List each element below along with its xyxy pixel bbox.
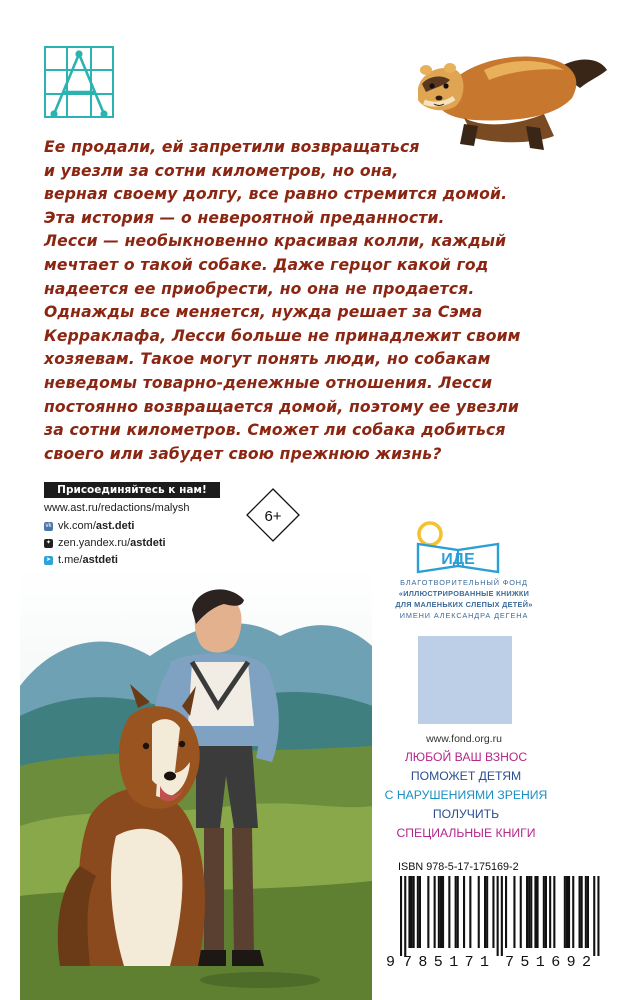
barcode-bar <box>537 876 539 948</box>
join-us-banner: Присоединяйтесь к нам! <box>44 482 220 498</box>
barcode-bar <box>579 876 581 948</box>
barcode-bar <box>528 876 530 948</box>
barcode-bar <box>417 876 419 948</box>
barcode-bar <box>545 876 547 948</box>
description-line: за сотни километров. Сможет ли собака добиться <box>44 421 506 440</box>
barcode-bar <box>478 876 480 948</box>
description-line: мечтает о такой собаке. Даже герцог какой год <box>44 255 489 274</box>
isbn-barcode <box>384 876 614 970</box>
publisher-website-link[interactable]: www.ast.ru/redactions/malysh <box>44 502 190 514</box>
telegram-link-text: t.me/astdeti <box>58 554 118 566</box>
isbn-label: ISBN 978-5-17-175169-2 <box>398 861 519 873</box>
barcode-bar <box>526 876 528 948</box>
fund-placeholder-box <box>418 636 512 724</box>
publisher-a-logo-icon <box>44 46 114 118</box>
fund-logo-icon <box>410 520 506 576</box>
fund-name-line2: «ИЛЛЮСТРИРОВАННЫЕ КНИЖКИ <box>398 589 530 598</box>
description-line: постоянно возвращается домой, поэтому ее увезли <box>44 397 519 416</box>
barcode-bar <box>549 876 551 948</box>
barcode-bar <box>543 876 545 948</box>
description-line: Однажды все меняется, нужда решает за Сэма <box>44 303 483 322</box>
appeal-line: С НАРУШЕНИЯМИ ЗРЕНИЯ <box>384 788 548 802</box>
barcode-bar <box>497 876 499 956</box>
fund-logo-letters: ИДЕ <box>441 551 475 568</box>
barcode-bar <box>440 876 442 948</box>
boy-and-collie-illustration <box>20 566 372 1000</box>
barcode-bar <box>597 876 599 956</box>
barcode-bar <box>427 876 429 948</box>
barcode-bar <box>581 876 583 948</box>
barcode-bar <box>408 876 410 948</box>
age-rating-badge <box>246 488 300 542</box>
description-line: неведомы товарно-денежные отношения. Лесси <box>44 373 493 392</box>
barcode-bar <box>411 876 413 948</box>
appeal-line: ПОЛУЧИТЬ <box>432 807 500 821</box>
fund-website-link[interactable]: www.fond.org.ru <box>426 733 502 745</box>
vk-link-text: vk.com/ast.deti <box>58 520 135 532</box>
description-line: Лесси — необыкновенно красивая колли, каждый <box>44 232 507 251</box>
barcode-bar <box>469 876 471 948</box>
barcode-bar <box>568 876 570 948</box>
barcode-digits-left: 785171 <box>403 954 489 970</box>
barcode-bar <box>457 876 459 948</box>
description-line: Керраклафа, Лесси больше не принадлежит своим <box>44 326 521 345</box>
barcode-bar <box>587 876 589 948</box>
barcode-bar <box>593 876 595 956</box>
description-line: верная своему долгу, все равно стремится домой. <box>44 185 508 204</box>
barcode-bar <box>413 876 415 948</box>
barcode-bar <box>486 876 488 948</box>
barcode-bar <box>501 876 503 956</box>
appeal-line: ЛЮБОЙ ВАШ ВЗНОС <box>404 750 528 764</box>
vk-link[interactable] <box>44 520 134 532</box>
description-line: Ее продали, ей запретили возвращаться <box>44 138 420 156</box>
barcode-bar <box>566 876 568 948</box>
barcode-bar <box>564 876 566 948</box>
zen-link-text: zen.yandex.ru/astdeti <box>58 537 166 549</box>
barcode-bar <box>492 876 494 948</box>
barcode-bar <box>585 876 587 948</box>
barcode-bar <box>404 876 406 956</box>
barcode-digit-first: 9 <box>386 954 396 970</box>
telegram-icon: ➤ <box>45 556 52 563</box>
zen-link[interactable] <box>44 537 166 549</box>
barcode-digits-right: 751692 <box>505 954 591 970</box>
description-line: надеется ее приобрести, но она не продается. <box>44 279 475 298</box>
barcode-bar <box>572 876 574 948</box>
book-description <box>44 136 524 466</box>
description-line: своего или забудет свою прежнюю жизнь? <box>44 444 442 463</box>
fund-name-line3: ДЛЯ МАЛЕНЬКИХ СЛЕПЫХ ДЕТЕЙ» <box>395 600 533 609</box>
description-line: и увезли за сотни километров, но она, <box>44 161 399 180</box>
barcode-bar <box>505 876 507 948</box>
barcode-bar <box>513 876 515 948</box>
barcode-bar <box>553 876 555 948</box>
vk-icon: vk <box>45 522 52 529</box>
appeal-line: СПЕЦИАЛЬНЫЕ КНИГИ <box>396 826 536 840</box>
age-rating-text: 6+ <box>264 508 282 525</box>
barcode-bar <box>438 876 440 948</box>
barcode-bar <box>442 876 444 948</box>
description-line: Эта история — о невероятной преданности. <box>44 208 445 227</box>
barcode-bar <box>448 876 450 948</box>
description-line: хозяевам. Такое могут понять люди, но собакам <box>44 350 491 369</box>
barcode-bar <box>400 876 402 956</box>
barcode-bar <box>520 876 522 948</box>
appeal-line: ПОМОЖЕТ ДЕТЯМ <box>410 769 522 783</box>
barcode-bar <box>534 876 536 948</box>
fund-name-line4: ИМЕНИ АЛЕКСАНДРА ДЕГЕНА <box>399 611 529 620</box>
fund-name-line1: БЛАГОТВОРИТЕЛЬНЫЙ ФОНД <box>400 578 528 587</box>
barcode-bar <box>484 876 486 948</box>
barcode-bar <box>455 876 457 948</box>
barcode-bar <box>434 876 436 948</box>
barcode-bars <box>400 876 600 956</box>
barcode-bar <box>530 876 532 948</box>
telegram-link[interactable] <box>44 554 118 566</box>
zen-icon: ✦ <box>45 539 52 546</box>
barcode-bar <box>463 876 465 948</box>
barcode-bar <box>419 876 421 948</box>
